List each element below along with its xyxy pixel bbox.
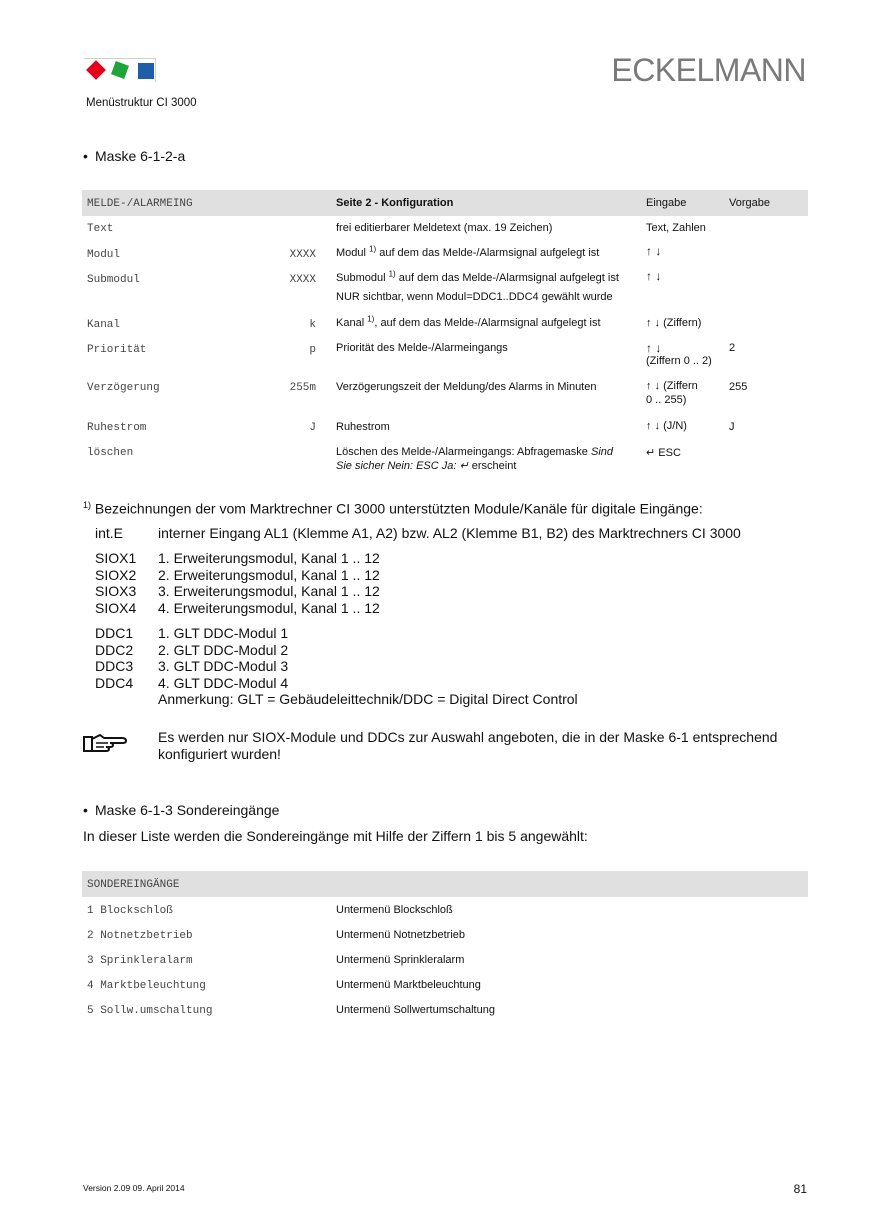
row-desc: Kanal $^{1)}$, auf dem das Melde-/Alarmsignal aufgelegt ist <box>336 314 601 329</box>
row-vorgabe: 2 <box>729 342 736 354</box>
table-row-desc: Untermenü Blockschloß <box>336 904 453 916</box>
row-value: 255m <box>289 382 316 394</box>
row-desc: frei editierbarer Meldetext (max. 19 Zeichen) <box>336 222 553 234</box>
mask2-header-name: SONDEREINGÄNGE <box>87 879 180 891</box>
table-row-desc: Untermenü Marktbeleuchtung <box>336 979 481 991</box>
mask1-title <box>83 148 185 164</box>
mask2-table-header <box>82 871 808 897</box>
footer-version: Version 2.09 09. April 2014 <box>83 1183 185 1193</box>
row-eingabe-2: 0 .. 255) <box>646 394 687 406</box>
row-name: Verzögerung <box>87 382 160 394</box>
mask1-header-vorgabe: Vorgabe <box>729 197 770 209</box>
row-eingabe-2: (Ziffern 0 .. 2) <box>646 355 712 367</box>
row-desc: Verzögerungszeit der Meldung/des Alarms in Minuten <box>336 381 597 393</box>
mask2-title-text: Maske 6-1-3 Sondereingänge <box>95 802 280 818</box>
mask2-title <box>83 802 279 818</box>
row-eingabe: ↑ ↓ <box>646 269 662 283</box>
row-value: k <box>309 319 316 331</box>
pointing-hand-icon <box>82 731 128 755</box>
row-desc: Priorität des Melde-/Alarmeingangs <box>336 342 508 354</box>
bullet: • <box>83 148 88 164</box>
row-desc: Submodul $^{1)}$ auf dem das Melde-/Alarmsignal aufgelegt ist <box>336 269 619 284</box>
row-vorgabe: J <box>729 421 735 433</box>
row-vorgabe: 255 <box>729 381 748 393</box>
table-row-name: 3 Sprinkleralarm <box>87 955 193 967</box>
table-row-name: 2 Notnetzbetrieb <box>87 930 193 942</box>
info-note: Es werden nur SIOX-Module und DDCs zur Auswahl angeboten, die in der Maske 6-1 entsprechend konfiguriert wurden! <box>158 729 778 762</box>
row-value: J <box>309 422 316 434</box>
row-name: Modul <box>87 249 121 261</box>
document-subtitle: Menüstruktur CI 3000 <box>86 97 197 109</box>
mask1-title-text: Maske 6-1-2-a <box>95 148 186 164</box>
bullet: • <box>83 802 88 818</box>
table-row-desc: Untermenü Notnetzbetrieb <box>336 929 466 941</box>
table-row-name: 4 Marktbeleuchtung <box>87 980 206 992</box>
row-desc: Löschen des Melde-/Alarmeingangs: Abfragemaske Sind <box>336 446 613 458</box>
table-row-desc: Untermenü Sprinkleralarm <box>336 954 465 966</box>
row-name: löschen <box>87 447 134 459</box>
footnote-heading: $^{1)}$ Bezeichnungen der vom Marktrechner CI 3000 unterstützten Module/Kanäle für digitale Eingänge: <box>83 500 703 517</box>
page-number: 81 <box>793 1182 807 1196</box>
row-name: Kanal <box>87 319 121 331</box>
row-desc: Ruhestrom <box>336 421 390 433</box>
row-value: XXXX <box>289 274 316 286</box>
mask1-header-page: Seite 2 - Konfiguration <box>336 197 454 209</box>
row-desc-2: NUR sichtbar, wenn Modul=DDC1..DDC4 gewählt wurde <box>336 291 613 303</box>
table-row-desc: Untermenü Sollwertumschaltung <box>336 1004 495 1016</box>
row-eingabe: ↑ ↓ (Ziffern <box>646 380 698 392</box>
row-eingabe: ↵ ESC <box>646 447 681 459</box>
brand-name: ECKELMANN <box>611 52 806 88</box>
row-desc-2: Sie sicher Nein: ESC Ja: ↵ erscheint <box>336 460 517 472</box>
row-eingabe: ↑ ↓ (J/N) <box>646 420 687 432</box>
mask1-header-name: MELDE-/ALARMEING <box>87 198 193 210</box>
table-row-name: 5 Sollw.umschaltung <box>87 1005 213 1017</box>
row-eingabe: Text, Zahlen <box>646 222 706 234</box>
row-name: Submodul <box>87 274 140 286</box>
table-row-name: 1 Blockschloß <box>87 905 173 917</box>
logo-frame <box>84 58 156 82</box>
mask1-header-eingabe: Eingabe <box>646 197 687 209</box>
row-eingabe: ↑ ↓ (Ziffern) <box>646 317 702 329</box>
row-eingabe: ↑ ↓ <box>646 341 662 355</box>
row-desc: Modul $^{1)}$ auf dem das Melde-/Alarmsignal aufgelegt ist <box>336 244 600 259</box>
row-eingabe: ↑ ↓ <box>646 244 662 258</box>
row-value: p <box>309 344 316 356</box>
row-value: XXXX <box>289 249 316 261</box>
mask2-intro: In dieser Liste werden die Sondereingänge mit Hilfe der Ziffern 1 bis 5 angewählt: <box>83 828 588 844</box>
row-name: Ruhestrom <box>87 422 147 434</box>
row-name: Priorität <box>87 344 147 356</box>
row-name: Text <box>87 223 114 235</box>
